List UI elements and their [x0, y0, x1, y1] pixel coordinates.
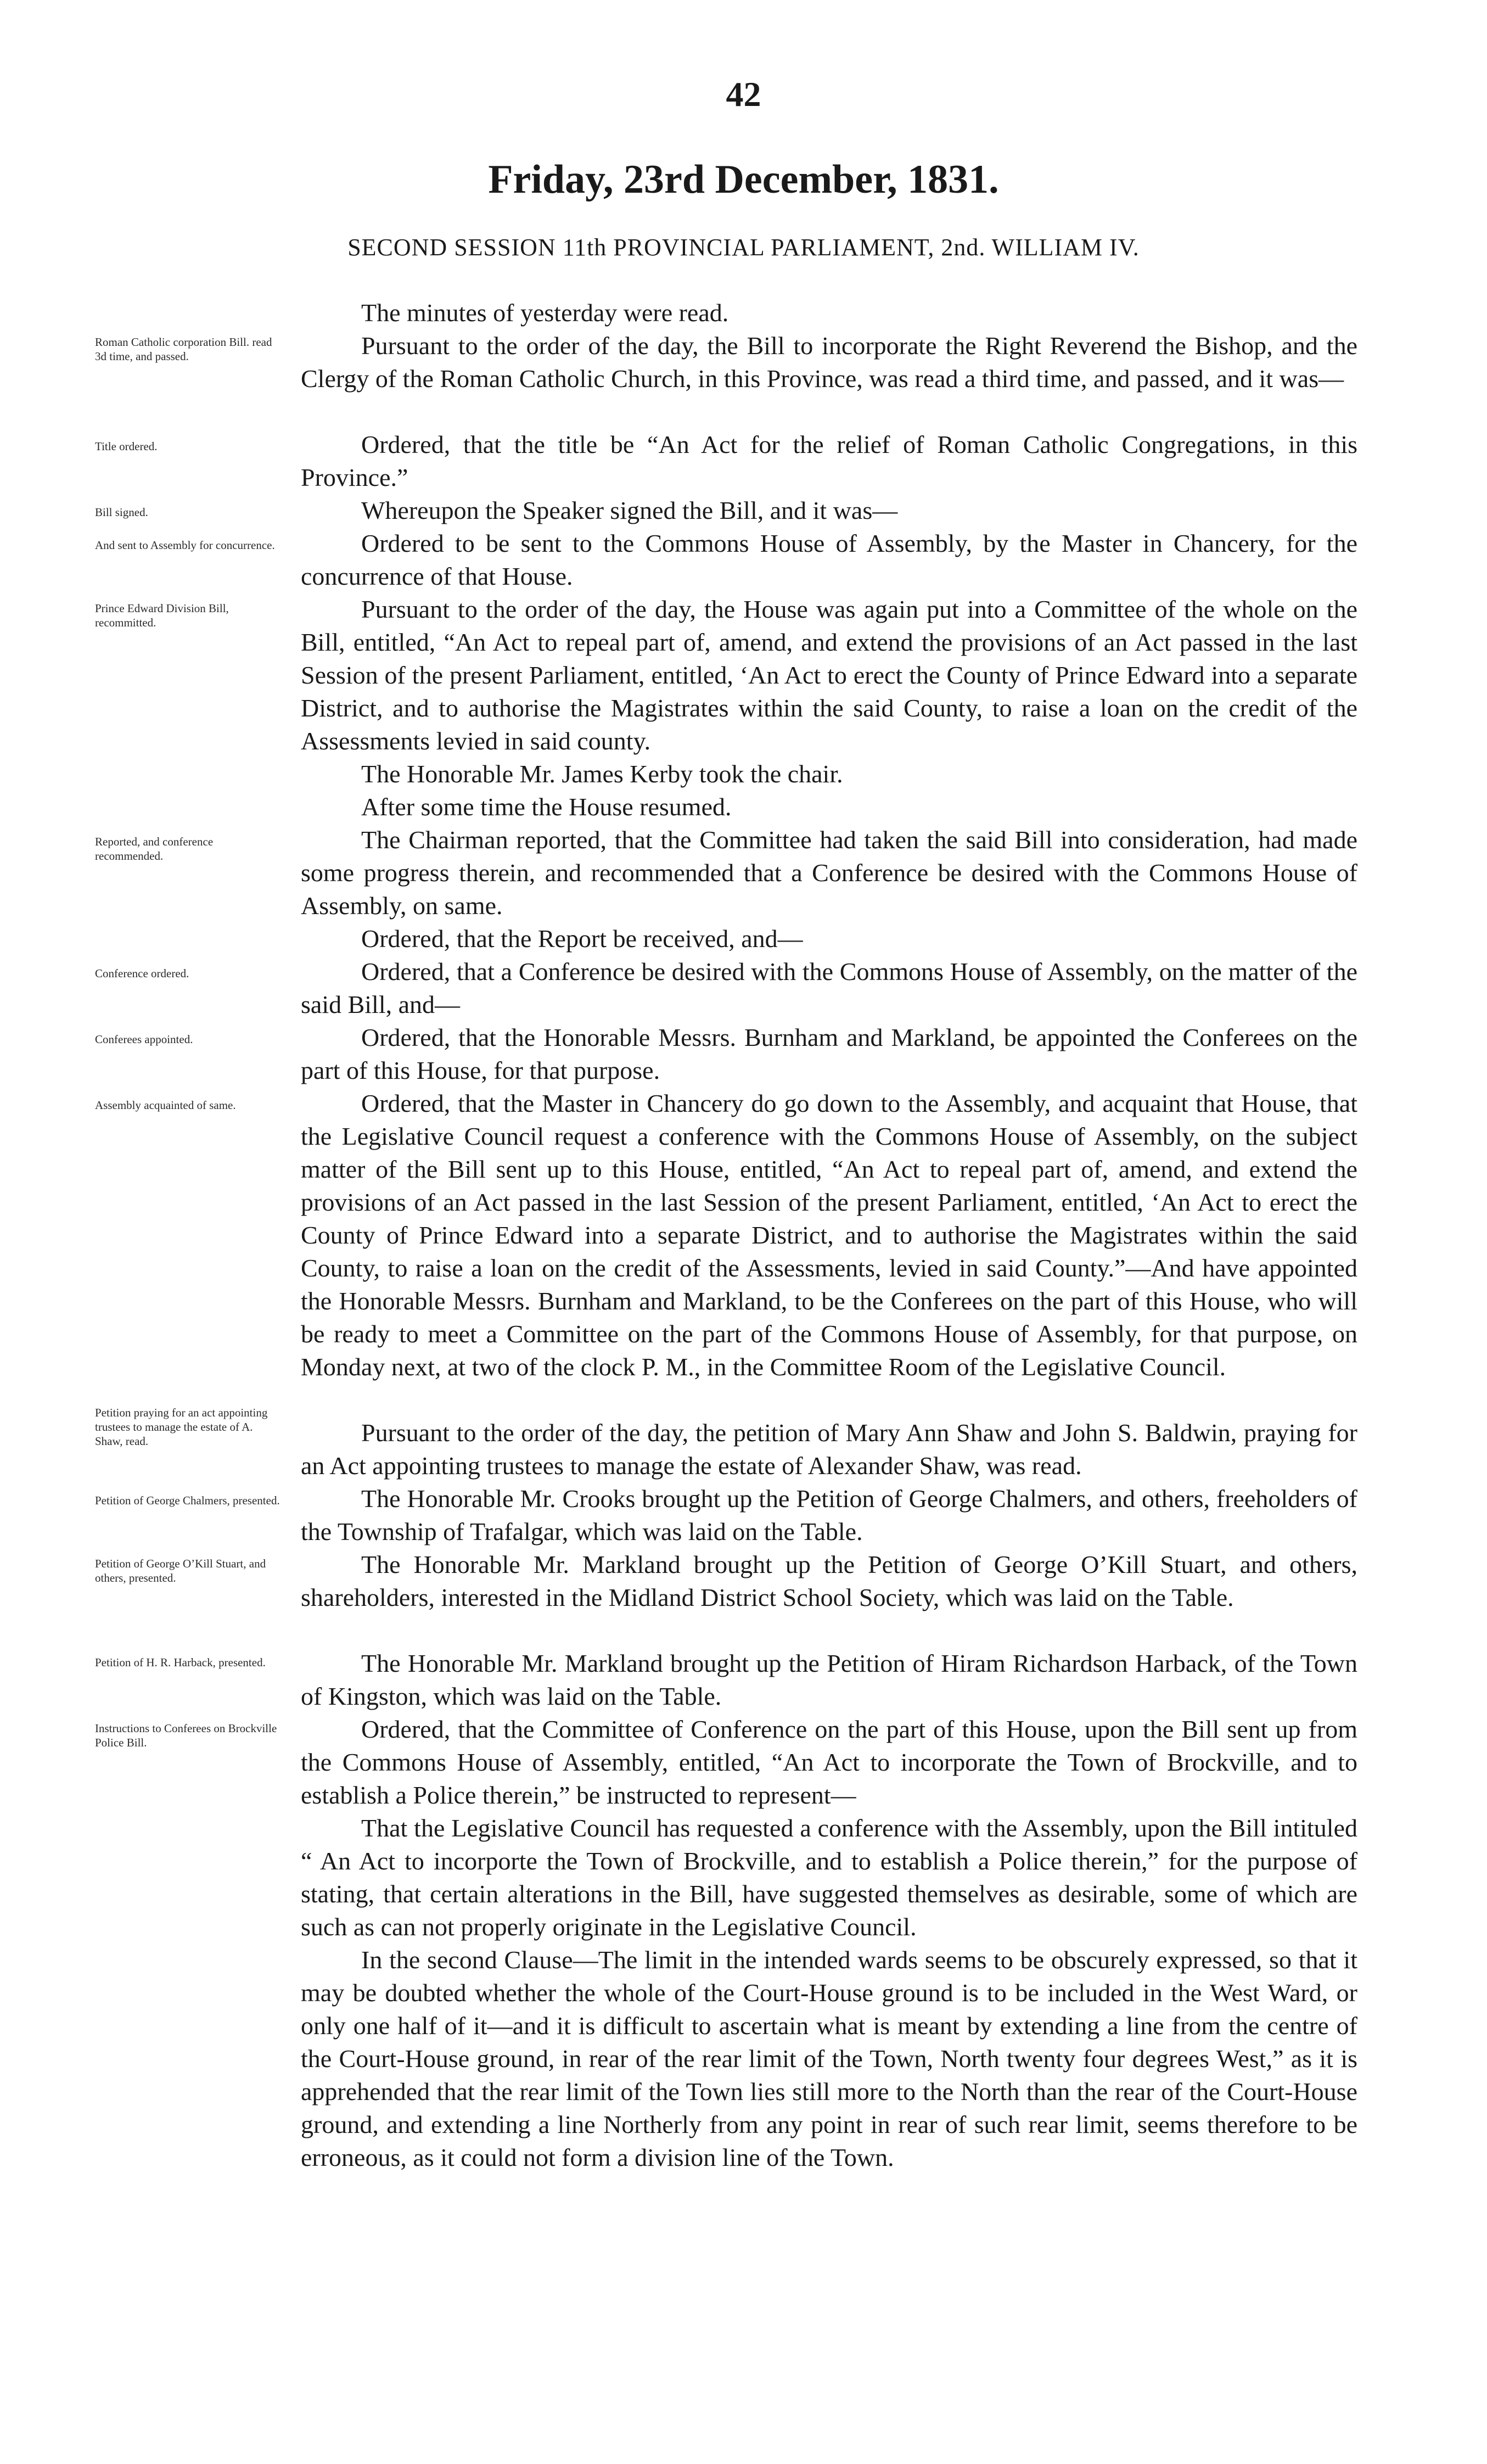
entry-text: Pursuant to the order of the day, the House was again put into a Committee of the whole on the Bill, entitled, “An Act to repeal part of, amend, and extend the provisions of an Act passed in the last Session of the present Parliament, entitled, ‘An Act to erect the County of Prince Edward into a separate District, and to authorise the Magistrates within the said County, to raise a loan on the credit of the Assessments levied in said county.: [301, 595, 1357, 755]
entry-text: Ordered, that the Honorable Messrs. Burnham and Markland, be appointed the Conferees on the part of this House, for that purpose.: [301, 1023, 1357, 1084]
margin-note: Petition of George O’Kill Stuart, and others, presented.: [95, 1557, 266, 1584]
session-heading: SECOND SESSION 11th PROVINCIAL PARLIAMENT, 2nd. WILLIAM IV.: [347, 234, 1140, 261]
entry-text: That the Legislative Council has requested a conference with the Assembly, upon the Bill intituled “ An Act to incorporte the Town of Brockville, and to establish a Police therein,” for the purpose of stating, that certain alterations in the Bill, have suggested themselves as desirable, some of which are such as can not properly originate in the Legislative Council.: [301, 1814, 1357, 1941]
margin-note: Conference ordered.: [95, 967, 189, 980]
margin-note: Roman Catholic corporation Bill. read 3d time, and passed.: [95, 335, 272, 363]
entry-text: The Chairman reported, that the Committee had taken the said Bill into consideration, had made some progress therein, and recommended that a Conference be desired with the Commons House of Assembly, on same.: [301, 826, 1357, 920]
entry-text: After some time the House resumed.: [361, 793, 732, 821]
entry-text: The Honorable Mr. Markland brought up the Petition of George O’Kill Stuart, and others, shareholders, interested in the Midland District School Society, which was laid on the Table.: [301, 1550, 1357, 1611]
entry-text: The minutes of yesterday were read.: [361, 299, 729, 327]
margin-note: Title ordered.: [95, 440, 158, 453]
entry-text: Ordered, that a Conference be desired with the Commons House of Assembly, on the matter of the said Bill, and—: [301, 957, 1357, 1018]
margin-note: Petition praying for an act appointing trustees to manage the estate of A. Shaw, read.: [95, 1406, 268, 1448]
entry-text: In the second Clause—The limit in the intended wards seems to be obscurely expressed, so that it may be doubted whether the whole of the Court-House ground is to be included in the West Ward, or only one half of it—and it is difficult to ascertain what is meant by extending a line from the centre of the Court-House ground, in rear of the rear limit of the Town, North twenty four degrees West,” as it is apprehended that the rear limit of the Town lies still more to the North than the rear of the Court-House ground, and extending a line Northerly from any point in rear of such rear limit, seems therefore to be erroneous, as it could not form a division line of the Town.: [301, 1946, 1357, 2171]
entry-text: The Honorable Mr. Markland brought up the Petition of Hiram Richardson Harback, of the Town of Kingston, which was laid on the Table.: [301, 1649, 1357, 1710]
entry-text: Ordered, that the Committee of Conference on the part of this House, upon the Bill sent up from the Commons House of Assembly, entitled, “An Act to incorporate the Town of Brockville, and to establish a Police therein,” be instructed to represent—: [301, 1715, 1357, 1809]
margin-note: Bill signed.: [95, 506, 148, 519]
entry-text: Ordered, that the Report be received, and—: [361, 925, 803, 953]
entry-text: Whereupon the Speaker signed the Bill, and it was—: [361, 496, 898, 524]
margin-note: Instructions to Conferees on Brockville Police Bill.: [95, 1722, 277, 1749]
margin-note: Prince Edward Division Bill, recommitted.: [95, 602, 229, 629]
date-heading: Friday, 23rd December, 1831.: [488, 157, 999, 202]
margin-note: Conferees appointed.: [95, 1033, 193, 1046]
entry-text: Pursuant to the order of the day, the Bill to incorporate the Right Reverend the Bishop, and the Clergy of the Roman Catholic Church, in this Province, was read a third time, and passed, and it was—: [301, 332, 1357, 393]
margin-note: Assembly acquainted of same.: [95, 1099, 236, 1112]
entry-text: Ordered, that the title be “An Act for the relief of Roman Catholic Congregations, in this Province.”: [301, 430, 1357, 491]
entry-text: Ordered to be sent to the Commons House of Assembly, by the Master in Chancery, for the concurrence of that House.: [301, 529, 1357, 590]
margin-note: Petition of H. R. Harback, presented.: [95, 1656, 266, 1669]
margin-note: Reported, and conference recommended.: [95, 835, 214, 863]
margin-note: Petition of George Chalmers, presented.: [95, 1494, 280, 1507]
margin-note: And sent to Assembly for concurrence.: [95, 539, 275, 552]
page-number: 42: [726, 75, 761, 114]
entry-text: Ordered, that the Master in Chancery do go down to the Assembly, and acquaint that House, that the Legislative Council request a conference with the Commons House of Assembly, on the subject matter of the Bill sent up to this House, entitled, “An Act to repeal part of, amend, and extend the provisions of an Act passed in the last Session of the present Parliament, entitled, ‘An Act to erect the County of Prince Edward into a separate District, and to authorise the Magistrates within the said County, to raise a loan on the credit of the Assessments, levied in said County.”—And have appointed the Honorable Messrs. Burnham and Markland, to be the Conferees on the part of this House, who will be ready to meet a Committee on the part of the Commons House of Assembly, for that purpose, on Monday next, at two of the clock P. M., in the Committee Room of the Legislative Council.: [301, 1089, 1357, 1381]
entry-text: The Honorable Mr. James Kerby took the chair.: [361, 760, 843, 788]
entry-text: The Honorable Mr. Crooks brought up the Petition of George Chalmers, and others, freeholders of the Township of Trafalgar, which was laid on the Table.: [301, 1485, 1357, 1545]
entry-text: Pursuant to the order of the day, the petition of Mary Ann Shaw and John S. Baldwin, praying for an Act appointing trustees to manage the estate of Alexander Shaw, was read.: [301, 1419, 1357, 1480]
